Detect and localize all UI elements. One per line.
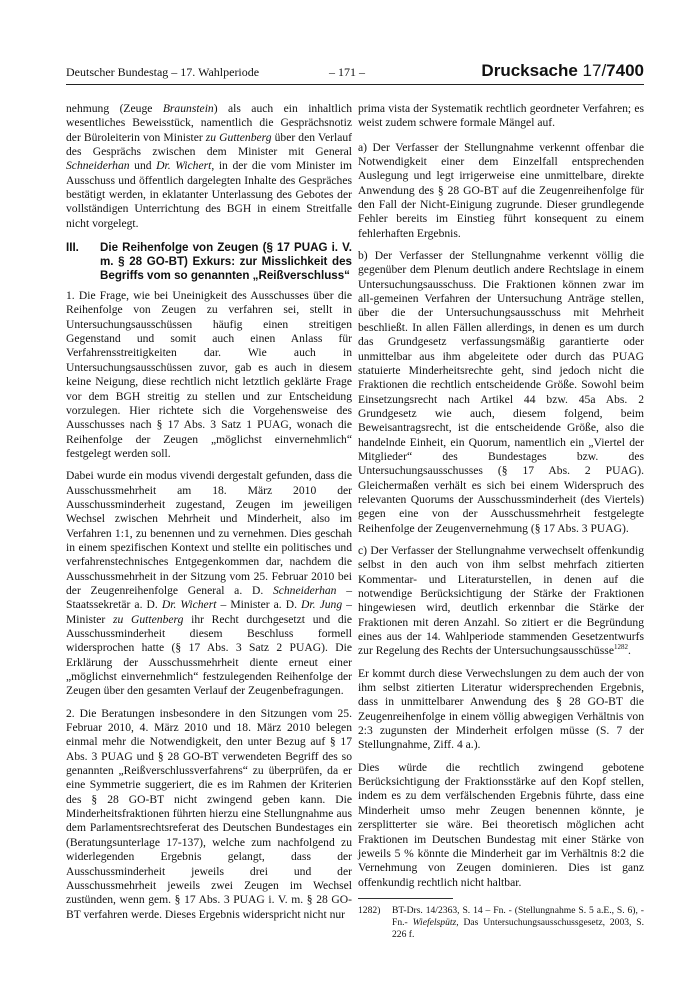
header-document-id <box>481 61 644 81</box>
section-heading-iii <box>66 241 352 283</box>
header-drucksache-number: 7400 <box>606 61 644 80</box>
witness-name: Braunstein <box>162 102 214 115</box>
footnote-1282 <box>358 905 644 941</box>
header-drucksache-label: Drucksache <box>481 61 578 80</box>
header-parliament: Deutscher Bundestag – 17. Wahlperiode <box>66 65 260 79</box>
footnote-text: BT-Drs. 14/2363, S. 14 – Fn. - (Stellungnahme S. 5 a.E., S. 6), - Fn.- Wiefelspütz, Das Untersuchungsausschussgesetz, 2003, S. 226 f. <box>392 905 644 940</box>
footnote-number: 1282) <box>358 905 381 916</box>
paragraph-2: 2. Die Beratungen insbesondere in den Sitzungen vom 25. Februar 2010, 4. März 2010 und 18. März 2010 belegen einmal mehr die Notwendigkeit, den unter Bezug auf § 17 Abs. 3 PUAG und § 28 GO-BT verwendeten Begriff des so genannten „Reißverschlussverfahrens“ zu überprüfen, da er eine Symmetrie suggeriert, die es im Rahmen der Kriterien des § 28 GO-BT nicht zwingend geben kann. Die Minderheitsfraktionen führten hierzu eine Stellungnahme aus dem Parlamentsrechtsreferat des Deutschen Bundestages ein (Beratungsunterlage 17-137), welche zum nachfolgend zu widerlegenden Ergebnis gelangt, dass der Ausschussminderheit jeweils drei und der Ausschussmehrheit jeweils zwei Zeugen im Wechsel zustünden, wenn gem. § 17 Abs. 3 PUAG i. V. m. § 28 GO-BT verfahren werde. Dieses Ergebnis widerspricht nicht nur <box>66 706 352 921</box>
right-column <box>358 102 644 898</box>
official-name: Dr. Wichert <box>156 159 212 173</box>
paragraph-b: b) Der Verfasser der Stellungnahme verkennt völlig die gegenüber dem Plenum deutlich andere Rechtslage in einem Untersuchungsausschuss. Die Fraktionen können zwar im all-gemeinen Verfahren der Untersuchung Anträge stellen, über die der Untersuchungsausschuss mit Mehrheit beschließt. In allen Fällen allerdings, in denen es um durch das Grundgesetz verfassungsmäßig garantierte oder unmittelbar aus ihm abgeleitete oder durch das PUAG statuierte Minderheitsrechte geht, sind jedoch nicht die Fraktionen die rechtlich entscheidende Größe. Sowohl beim Einsetzungsrecht nach Artikel 44 bzw. 45a Abs. 2 Grundgesetz wie auch, diesem folgend, beim Beweisantragsrecht, ist die entscheidende Größe, also die handelnde Einheit, ein Quorum, namentlich ein „Viertel der Mitglieder“ des Bundestages bzw. des Untersuchungsausschusses (§ 17 Abs. 2 PUAG). Gleichermaßen verhält es sich bei einem Widerspruch des relevanten Quorums der Ausschussminderheit (des Viertels) gegen eine von der Ausschussmehrheit festgelegte Reihenfolge der Zeugenvernehmung (§ 17 Abs. 3 PUAG). <box>358 249 644 535</box>
paragraph-1: 1. Die Frage, wie bei Uneinigkeit des Ausschusses über die Reihenfolge von Zeugen zu verfahren sei, stellt in Untersuchungsausschüssen häufig einen streitigen Gegenstand und somit auch einen Anlass für Verfahrensstreitigkeiten dar. Wie auch in Untersuchungsausschüssen zuvor, gab es auch in diesem keine Neigung, diese rechtlich nicht letztlich geklärte Frage vor dem BGH streitig zu stellen und zur Entscheidung vorzulegen. Hier richtete sich die Vorgehensweise des Ausschusses nach § 17 Abs. 3 Satz 1 PUAG, wonach die Reihenfolge der Zeugen „möglichst einvernehmlich“ festgelegt werden soll. <box>66 289 352 460</box>
paragraph-modus-vivendi: Dabei wurde ein modus vivendi dergestalt gefunden, dass die Ausschussmehrheit am 18. März 2010 der Ausschussminderheit zugestand, Zeugen im jeweiligen Wechsel zwischen Mehrheit und Minderheit, also im Verfahren 1:1, zu benennen und zu vernehmen. Dies geschah in einem spezifischen Kontext und stellte ein politisches und verfahrenstechnisches Entgegenkommen dar, nachdem die Ausschussmehrheit in der Sitzung vom 25. Februar 2010 bei der Zeugenreihenfolge General a. D. Schneiderhan – Staatssekretär a. D. Dr. Wichert – Minister a. D. Dr. Jung – Minister zu Guttenberg ihr Recht durchgesetzt und die Ausschussminderheit diesem Beschluss formell widersprochen hatte (§ 17 Abs. 3 Satz 2 PUAG). Die Erklärung der Ausschussmehrheit diente erneut einer „möglichst einvernehmlich“ festzulegenden Reihenfolge der Zeugen über den gesamten Verlauf der Zeugenbefragungen. <box>66 469 352 698</box>
paragraph-a: a) Der Verfasser der Stellungnahme verkennt offenbar die Notwendigkeit einer dem Einzelfall entsprechenden Auslegung und legt irrigerweise eine unmittelbare, direkte Anwendung des § 28 GO-BT auf die Zeugenreihenfolge für den Fall der Nicht-Einigung zugrunde. Dieser grundlegende Fehler bereits im Einstieg führt konsequent zu einem fehlerhaften Ergebnis. <box>358 140 644 240</box>
paragraph-e: Dies würde die rechtlich zwingend gebotene Berücksichtigung der Fraktionsstärke auf den Kopf stellen, indem es zu dem verfälschenden Ergebnis führte, dass eine Minderheit umso mehr Zeugen benennen könnte, je zersplitterter sie wäre. Bei theoretisch möglichen acht Fraktionen im Deutschen Bundestag mit einer Stärke von jeweils 5 % könnte die Minderheit gar im Verhältnis 8:2 die Vernehmung von Zeugen dominieren. Dies ist ganz offenkundig rechtlich nicht haltbar. <box>358 760 644 889</box>
paragraph-continuation-right: prima vista der Systematik rechtlich geordneter Verfahren; es weist zudem schwere formale Mängel auf. <box>358 102 644 130</box>
paragraph-continuation: nehmung (Zeuge Braunstein) als auch ein inhaltlich wesentliches Beweisstück, namentlich die Gesprächsnotiz der Büroleiterin von Minister zu Guttenberg über den Verlauf des Gesprächs zwischen dem Minister mit General Schneiderhan und Dr. Wichert, in der die vom Minister im Ausschuss und öffentlich dargelegten Inhalte des Gespräches bestätigt werden, in eklatanter Unterlassung des Gebotes der vollständigen Unterrichtung des BGH in einem Streitfalle nicht vorgelegt. <box>66 102 352 230</box>
general-name: Schneiderhan <box>66 159 130 173</box>
paragraph-d: Er kommt durch diese Verwechslungen zu dem auch der von ihm selbst zitierten Literatur widersprechenden Ergebnis, dass in unmittelbarer Anwendung des § 28 GO-BT die Zeugenreihenfolge in einem völlig abwegigen Verhältnis von 2:3 zugunsten der Minderheit erfolgen müsse (S. 7 der Stellungnahme, Ziff. 4 a.). <box>358 666 644 752</box>
header-page-number: – 171 – <box>329 65 365 79</box>
footnote-reference[interactable]: 1282 <box>613 643 628 652</box>
footnote-rule <box>358 898 453 899</box>
section-number: III. <box>66 241 79 255</box>
footnote-author: Wiefelspütz <box>412 917 457 928</box>
left-column <box>66 102 352 930</box>
paragraph-c: c) Der Verfasser der Stellungnahme verwechselt offenkundig selbst in den auch von ihm selbst mehrfach zitierten Kommentar- und Literaturstellen, in denen auf die notwendige Berücksichtigung der Stärke der Fraktionen hingewiesen wird, deutlich erkennbar die Stärke der Fraktionen mit deren Anzahl. So zitiert er die Begründung eines aus der 14. Wahlperiode stammenden Gesetzentwurfs zur Regelung des Rechts der Untersuchungsausschüsse$^{1282}$. <box>358 543 644 658</box>
minister-name: zu Guttenberg <box>205 130 272 144</box>
header-rule <box>66 84 644 85</box>
page-header <box>66 62 644 84</box>
header-drucksache-volume: 17/ <box>577 61 607 80</box>
section-title: Die Reihenfolge von Zeugen (§ 17 PUAG i. V. m. § 28 GO-BT) Exkurs: zur Misslichkeit des Begriffs vom so genannten „Reißverschluss“ <box>100 241 352 283</box>
